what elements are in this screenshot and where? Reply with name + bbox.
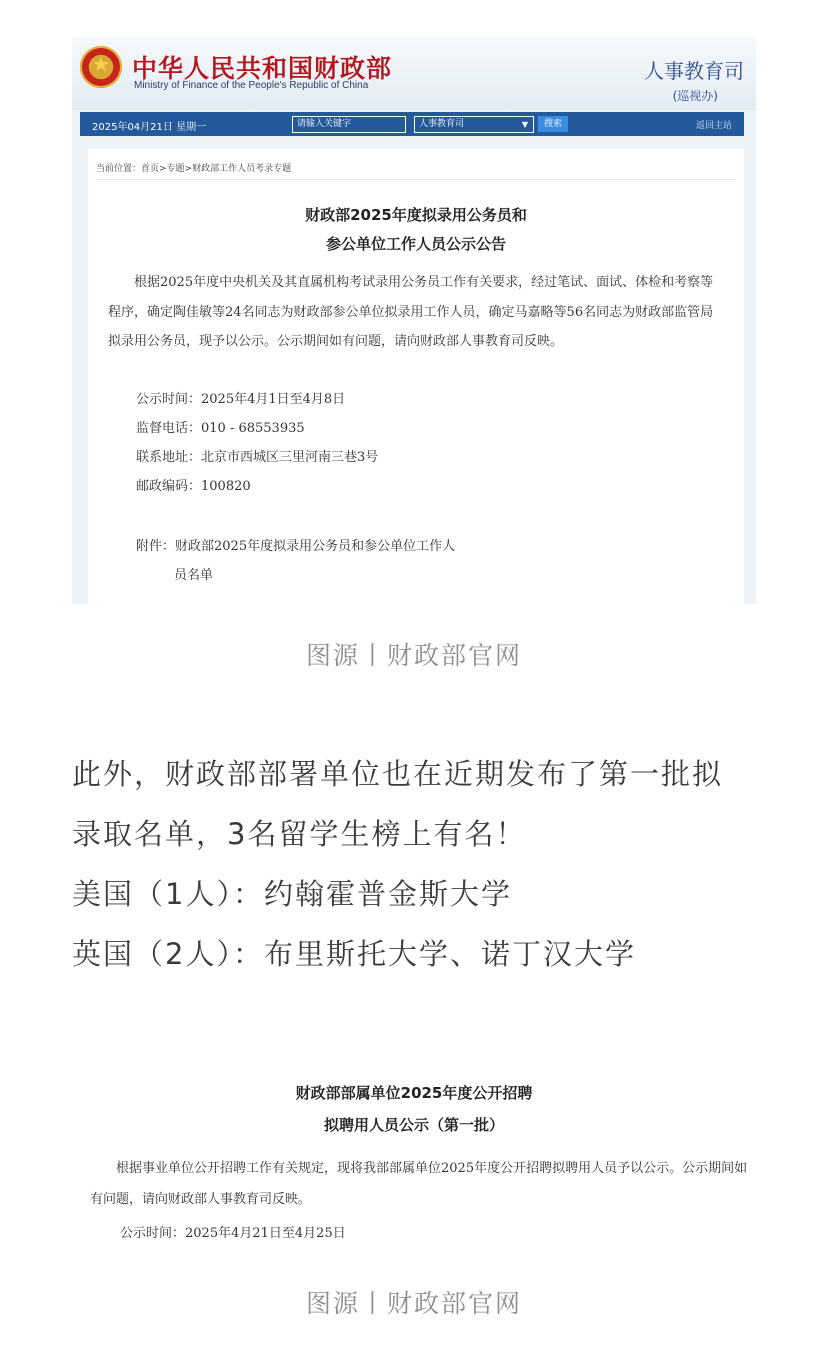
nav-bar (80, 112, 744, 136)
attachment-link[interactable]: 附件：财政部2025年度拟录用公务员和参公单位工作人 (136, 539, 456, 554)
supervision-phone: 监督电话：010 - 68553935 (136, 421, 305, 436)
article-body: 根据2025年度中央机关及其直属机构考试录用公务员工作有关要求，经过笔试、面试、体检和考察等程序，确定陶佳敏等24名同志为财政部参公单位拟录用工作人员，确定马嘉略等56名同志为财政部监管局拟录用公务员，现予以公示。公示期间如有问题，请向财政部人事教育司反映。 (108, 275, 714, 349)
body-line-4: 英国（2人）：布里斯托大学、诺丁汉大学 (72, 937, 636, 971)
image-caption-2: 图源丨财政部官网 (305, 1289, 522, 1318)
publicity-period: 公示时间：2025年4月1日至4月8日 (136, 392, 346, 407)
ministry-name-en: Ministry of Finance of the People's Republic of China (134, 80, 369, 91)
article-panel (88, 149, 744, 604)
search-button[interactable]: 搜索 (538, 116, 568, 132)
divider (96, 179, 736, 180)
ministry-name-cn[interactable]: 中华人民共和国财政部 (132, 54, 393, 83)
body-line-2: 录取名单，3名留学生榜上有名！ (72, 817, 527, 851)
department-name: 人事教育司 (644, 59, 744, 83)
body-line-1: 此外，财政部部署单位也在近期发布了第一批拟 (72, 757, 724, 791)
current-date: 2025年04月21日 星期一 (92, 122, 207, 133)
chevron-down-icon: ▼ (521, 120, 528, 129)
notice2-title-line1: 财政部部属单位2025年度公开招聘 (295, 1084, 533, 1102)
department-subtitle: (巡视办) (672, 89, 718, 103)
search-input[interactable]: 请输入关键字 (292, 116, 406, 133)
notice2-title-line2: 拟聘用人员公示（第一批） (323, 1116, 504, 1134)
home-link[interactable]: 返回主站 (695, 121, 732, 131)
image-caption-1: 图源丨财政部官网 (305, 641, 522, 670)
article-title-line1: 财政部2025年度拟录用公务员和 (305, 206, 527, 224)
notice2-period: 公示时间：2025年4月21日至4月25日 (120, 1226, 346, 1241)
postal-code: 邮政编码：100820 (136, 479, 251, 494)
national-emblem-icon: ★ (80, 46, 122, 88)
notice-screenshot-2 (72, 1068, 756, 1268)
notice2-body: 根据事业单位公开招聘工作有关规定，现将我部部属单位2025年度公开招聘拟聘用人员予以公示。公示期间如有问题，请向财政部人事教育司反映。 (90, 1161, 748, 1207)
site-banner (72, 37, 756, 110)
contact-address: 联系地址：北京市西城区三里河南三巷3号 (136, 450, 379, 465)
body-line-3: 美国（1人）：约翰霍普金斯大学 (72, 877, 512, 911)
department-select[interactable] (414, 116, 534, 133)
article-title-line2: 参公单位工作人员公示公告 (325, 235, 506, 253)
department-select-value: 人事教育司 (419, 119, 465, 129)
ministry-page-screenshot (72, 37, 756, 604)
breadcrumb[interactable]: 当前位置：首页>专题>财政部工作人员考录专题 (96, 164, 292, 174)
attachment-link-cont[interactable]: 员名单 (174, 568, 214, 583)
